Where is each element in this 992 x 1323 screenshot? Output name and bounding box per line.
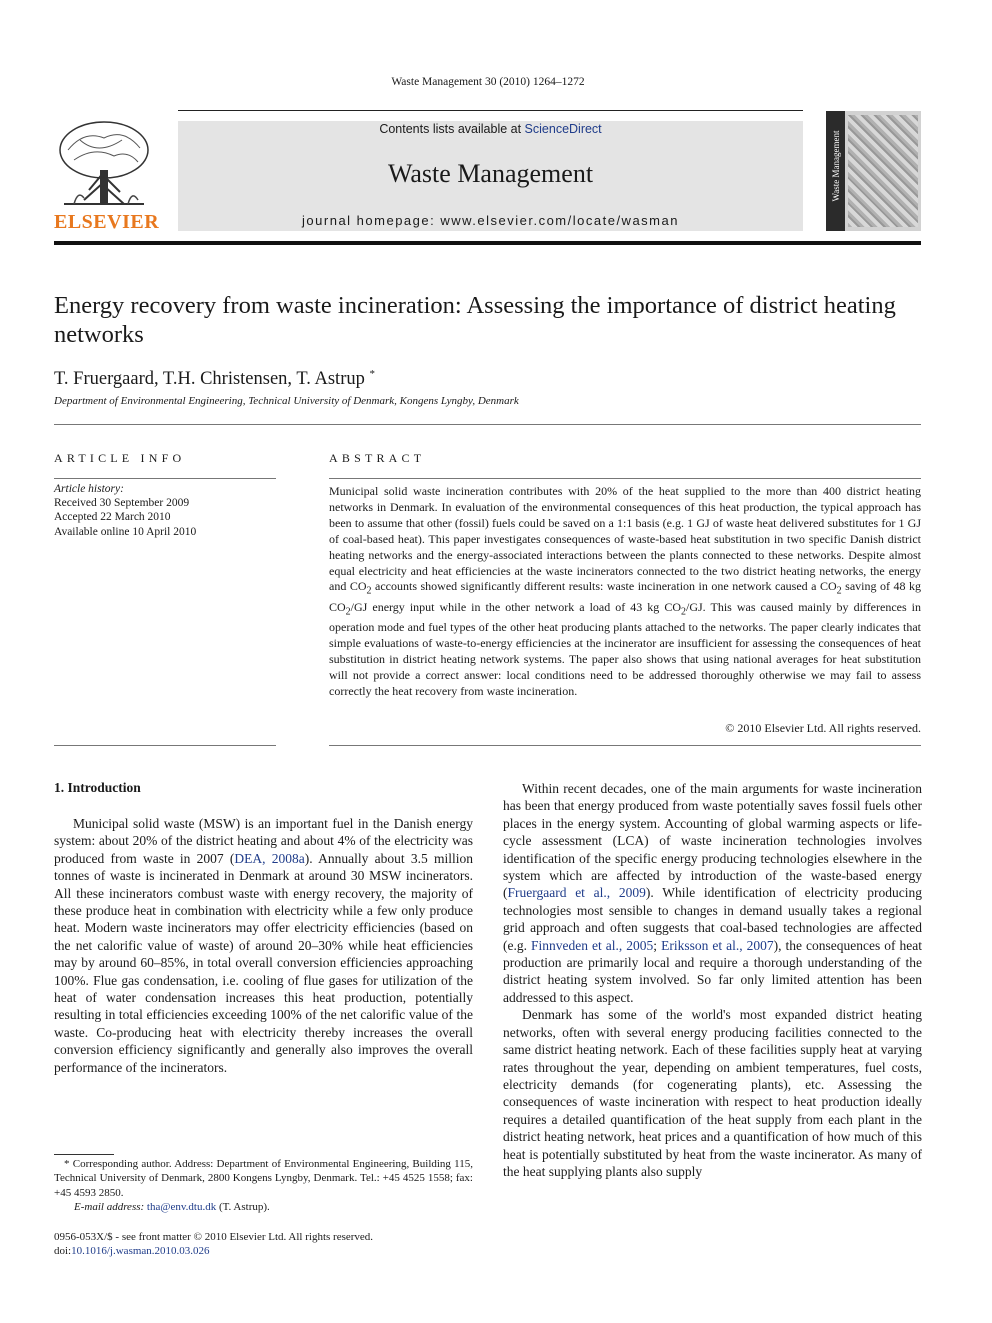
- cover-artwork: [848, 115, 918, 227]
- masthead-rule: [54, 241, 921, 245]
- body-paragraph: Denmark has some of the world's most expanded district heating networks, often with several energy producing facilities connected to the same district heating network. Each of these facilities supply heat at varying rates throughout the year, depending on ambient temperatures, fuel costs, electricity demands (for cogenerating plants), etc. Assessing the consequences of waste incineration with respect to heat production ideally requires a detailed quantification of the heat supply from each plant in the district heating network, heat prices and a quantification of how much of this heat is potentially substituted by heat from the waste incinerator. As many of the heat supplying plants also supply: [503, 1007, 922, 1179]
- footnote-email-line: [54, 1200, 473, 1214]
- contents-line: [178, 121, 803, 137]
- body-column-right: [503, 780, 922, 1180]
- cover-spine: [826, 111, 845, 231]
- title-rule: [54, 424, 921, 425]
- article-info-bottom-rule: [54, 745, 276, 746]
- author-list: [54, 363, 375, 390]
- email-suffix: (T. Astrup).: [216, 1201, 270, 1214]
- body-paragraph: Municipal solid waste (MSW) is an important fuel in the Danish energy system: about 20% of the district heating and about 4% of the electricity was produced from waste in 2007 (DEA, 2008a). Annually about 3.5 million tonnes of waste is incinerated in Denmark at around 30 MSW incinerators. All these incinerators combust waste with energy recovery, the majority of these produce heat in combination with electricity while a few only produce heat. Modern waste incinerators may offer electricity efficiencies (based on the net calorific value of waste) of around 20–30% while heat efficiencies may by around 60–85%, in total overall conversion efficiencies approaching 100%. Flue gas condensation, i.e. cooling of flue gases for utilization of the heat of water condensation increases this heat production, potentially resulting in total efficiencies exceeding 100% of the net calorific value of the waste. Co-producing heat with electricity thereby increases the overall conversion efficiency significantly and generally also improves the overall performance of the incinerators.: [54, 816, 473, 1075]
- abstract-copyright: © 2010 Elsevier Ltd. All rights reserved.: [725, 721, 921, 735]
- tree-icon: [54, 120, 154, 210]
- elsevier-logo: [54, 120, 160, 233]
- abstract-heading: ABSTRACT: [329, 451, 426, 465]
- footnote-text: Corresponding author. Address: Department of Environmental Engineering, Building 115, Technical University of Denmark, 2800 Kongens Lyngby, Denmark. Tel.: +45 4525 1558; fax: +45 4593 2850.: [54, 1158, 473, 1199]
- corresponding-author-mark[interactable]: *: [369, 368, 375, 380]
- citation-eriksson-2007[interactable]: Eriksson et al., 2007: [661, 937, 774, 953]
- footnote-mark: *: [64, 1158, 70, 1170]
- affiliation: Department of Environmental Engineering, Technical University of Denmark, Kongens Lyngby, Denmark: [54, 395, 519, 407]
- doi-link[interactable]: 10.1016/j.wasman.2010.03.026: [71, 1245, 210, 1258]
- citation-finnveden-2005[interactable]: Finnveden et al., 2005: [531, 937, 654, 953]
- corresponding-author-footnote: [54, 1157, 473, 1215]
- abstract-bottom-rule: [329, 745, 921, 746]
- abstract-rule: [329, 478, 921, 479]
- citation-fruergaard-2009[interactable]: Fruergaard et al., 2009: [507, 885, 646, 901]
- abstract-text: Municipal solid waste incineration contributes with 20% of the heat supplied to the more than 400 district heating networks in Denmark. In evaluation of the environmental consequences of this heat production, the typical approach has been to assume that other (fossil) fuels could be saved on a 1:1 basis (e.g. 1 GJ of waste heat delivered substitutes for 1 GJ of coal-based heat). This paper investigates consequences of waste-based heat substitution in two specific Danish district heating networks and the energy-associated interactions between the plants connected to these networks. Despite almost equal electricity and heat efficiencies at the waste incinerators connected to the two district heating networks, the energy and $CO_2$ accounts showed significantly different results: waste incineration in one network caused a $CO_2$ saving of 48 kg $CO_2/GJ$ energy input while in the other network a load of 43 kg $CO_2/GJ$. This was caused mainly by differences in operation mode and fuel types of the other heat producing plants attached to the networks. The paper clearly indicates that simple evaluations of waste-to-energy efficiencies at the incinerator are insufficient for assessing the consequences of heat substitution in district heating network systems. The paper also shows that using national averages for heat substitution will not provide a correct answer: local conditions need to be addressed thoroughly otherwise we may fail to assess correctly the heat recovery from waste incineration.: [329, 484, 922, 698]
- accepted-date: Accepted 22 March 2010: [54, 511, 171, 524]
- front-matter-notes: [54, 1230, 373, 1259]
- email-label: E-mail address:: [74, 1201, 147, 1214]
- issn-line: 0956-053X/$ - see front matter © 2010 Elsevier Ltd. All rights reserved.: [54, 1231, 374, 1243]
- journal-name: Waste Management: [387, 159, 594, 188]
- publisher-name: ELSEVIER: [54, 211, 160, 233]
- authors: T. Fruergaard, T.H. Christensen, T. Astrup: [54, 369, 365, 390]
- journal-homepage[interactable]: journal homepage: www.elsevier.com/locate/wasman: [302, 213, 679, 228]
- email-link[interactable]: tha@env.dtu.dk: [146, 1201, 217, 1214]
- article-title: Energy recovery from waste incineration: Assessing the importance of district heating networks: [54, 292, 896, 348]
- sciencedirect-link[interactable]: ScienceDirect: [524, 122, 602, 136]
- contents-prefix: Contents lists available at: [379, 122, 525, 136]
- footnote-address: [54, 1157, 473, 1200]
- doi-prefix: doi:: [54, 1245, 72, 1258]
- doi-line: [54, 1244, 373, 1258]
- body-column-left: [54, 815, 473, 1076]
- article-info-heading: ARTICLE INFO: [54, 451, 186, 465]
- cover-title: Waste Management: [831, 130, 841, 202]
- article-info-rule: [54, 478, 276, 479]
- online-date: Available online 10 April 2010: [54, 525, 197, 538]
- journal-masthead: [178, 121, 803, 231]
- article-history: [54, 482, 276, 539]
- footnote-rule: [54, 1154, 114, 1155]
- section-heading-introduction: 1. Introduction: [54, 780, 141, 795]
- citation-dea-2008a[interactable]: DEA, 2008a: [234, 850, 305, 866]
- journal-cover-image: [826, 111, 921, 231]
- received-date: Received 30 September 2009: [54, 497, 190, 510]
- running-head: Waste Management 30 (2010) 1264–1272: [391, 76, 585, 88]
- body-paragraph: Within recent decades, one of the main arguments for waste incineration has been that energy produced from waste potentially saves fossil fuels other places in the energy system. Accounting of global warming aspects or life-cycle assessment (LCA) of waste incineration technologies involves identification of the specific energy producing technologies elsewhere in the system which are affected by introduction of the waste-based energy (Fruergaard et al., 2009). While identification of electricity producing technologies most sensible to changes in demand usually takes a regional grid approach and often suggests that coal-based technologies are affected (e.g. Finnveden et al., 2005; Eriksson et al., 2007), the consequences of heat production are primarily local and require a thorough understanding of the district heating system involved. So far only limited attention has been addressed to this aspect.: [503, 781, 922, 1005]
- history-label: Article history:: [54, 483, 124, 495]
- header-rule: [178, 110, 803, 111]
